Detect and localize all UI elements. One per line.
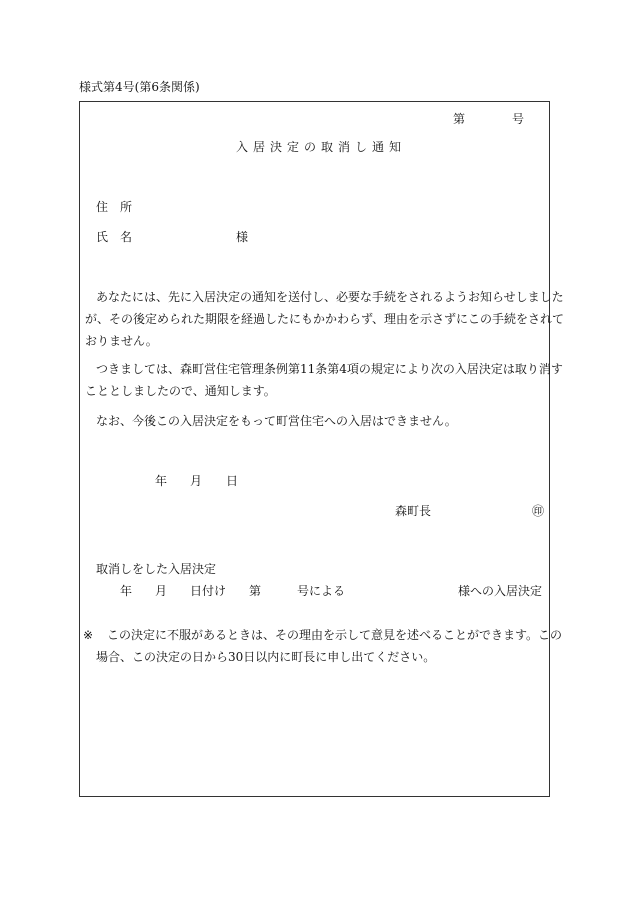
form-box [79,101,550,797]
note-mark: ※ [83,628,94,642]
cancelled-dai: 第 [249,584,262,598]
seal-mark: ㊞ [532,504,545,518]
issuer-name: 森町長 [395,504,432,518]
cancelled-heading: 取消しをした入居決定 [96,562,217,576]
cancelled-year: 年 [120,584,133,598]
body-para1-line1: あなたには、先に入居決定の通知を送付し、必要な手続をされるようお知らせしました [96,290,564,304]
body-para2-line1: つきましては、森町営住宅管理条例第11条第4項の規定により次の入居決定は取り消す [96,362,563,376]
body-para3: なお、今後この入居決定をもって町営住宅への入居はできません。 [96,414,457,428]
cancelled-month: 月 [155,584,168,598]
form-label: 様式第4号(第6条関係) [79,80,200,94]
body-para1-line2: が、その後定められた期限を経過したにもかかわらず、理由を示さずにこの手続をされて [85,312,565,326]
date-month: 月 [190,474,203,488]
address-label: 住 所 [96,200,133,214]
body-para2-line2: こととしましたので、通知します。 [85,384,276,398]
document-title: 入居決定の取消し通知 [236,140,407,154]
number-go: 号 [512,112,525,126]
name-label: 氏 名 [96,230,133,244]
number-dai: 第 [453,112,466,126]
cancelled-suffix: 様への入居決定 [458,584,543,598]
note-line1: この決定に不服があるときは、その理由を示して意見を述べることができます。この [107,628,563,642]
cancelled-go-yoru: 号による [297,584,346,598]
date-year: 年 [155,474,168,488]
body-para1-line3: おりません。 [85,334,158,348]
honorific: 様 [236,230,249,244]
cancelled-dated: 日付け [190,584,227,598]
date-day: 日 [226,474,239,488]
note-line2: 場合、この決定の日から30日以内に町長に申し出てください。 [96,650,436,664]
